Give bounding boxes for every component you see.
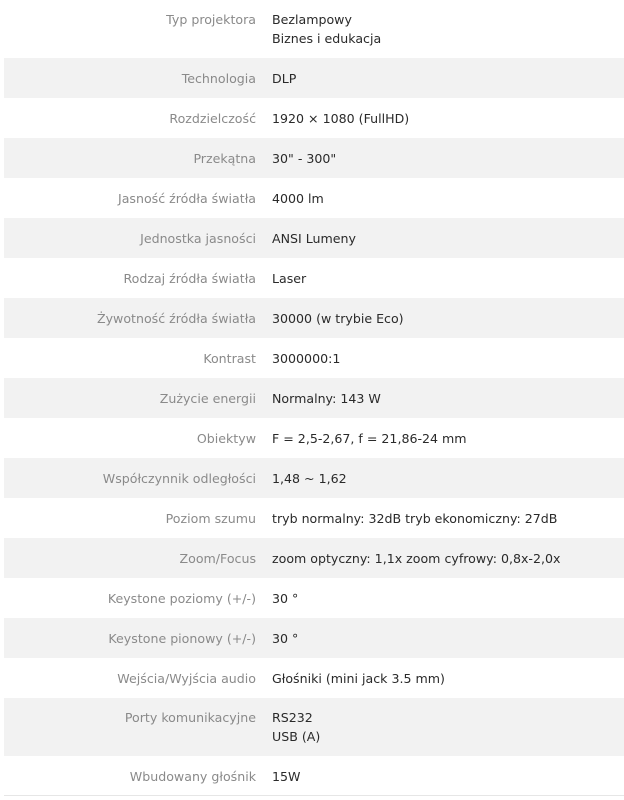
spec-label: Kontrast (203, 351, 256, 366)
spec-label: Obiektyw (196, 431, 256, 446)
spec-value: Laser (272, 271, 307, 286)
spec-table (4, 0, 624, 796)
spec-value: 4000 lm (272, 191, 324, 206)
spec-value: tryb normalny: 32dB tryb ekonomiczny: 27dB (272, 511, 558, 526)
spec-row-audio-io (4, 658, 624, 698)
spec-row-resolution (4, 98, 624, 138)
spec-value (272, 10, 624, 48)
spec-label: Przekątna (193, 151, 256, 166)
spec-value: 1920 × 1080 (FullHD) (272, 111, 410, 126)
spec-value: 30 ° (272, 631, 299, 646)
spec-label: Technologia (181, 71, 256, 86)
spec-value-line: RS232 (272, 710, 313, 725)
spec-value: DLP (272, 71, 297, 86)
spec-label: Typ projektora (166, 12, 256, 27)
spec-row-technology (4, 58, 624, 98)
spec-row-ports (4, 698, 624, 756)
spec-value: 30000 (w trybie Eco) (272, 311, 404, 326)
spec-value: Głośniki (mini jack 3.5 mm) (272, 671, 445, 686)
spec-row-zoom-focus (4, 538, 624, 578)
spec-label: Wbudowany głośnik (129, 769, 256, 784)
spec-label: Keystone pionowy (+/-) (108, 631, 256, 646)
spec-row-diagonal (4, 138, 624, 178)
spec-value: Normalny: 143 W (272, 391, 381, 406)
spec-value-line: Bezlampowy (272, 12, 352, 27)
spec-value: 15W (272, 769, 301, 784)
spec-value-line: Biznes i edukacja (272, 31, 382, 46)
spec-value: ANSI Lumeny (272, 231, 356, 246)
spec-row-light-source (4, 258, 624, 298)
spec-value: 30" - 300" (272, 151, 337, 166)
spec-label: Zużycie energii (159, 391, 256, 406)
spec-row-lens (4, 418, 624, 458)
spec-label: Żywotność źródła światła (96, 311, 256, 326)
spec-value: 3000000:1 (272, 351, 341, 366)
spec-row-keystone-horizontal (4, 578, 624, 618)
spec-value: F = 2,5-2,67, f = 21,86-24 mm (272, 431, 467, 446)
spec-label: Rozdzielczość (169, 111, 256, 126)
spec-row-projector-type (4, 0, 624, 58)
spec-label: Jednostka jasności (140, 231, 256, 246)
spec-row-noise (4, 498, 624, 538)
spec-value: 1,48 ~ 1,62 (272, 471, 347, 486)
spec-label: Keystone poziomy (+/-) (107, 591, 256, 606)
spec-label: Porty komunikacyjne (124, 710, 256, 725)
spec-label: Wejścia/Wyjścia audio (117, 671, 256, 686)
spec-value: 30 ° (272, 591, 299, 606)
spec-label: Współczynnik odległości (102, 471, 256, 486)
spec-value-line: USB (A) (272, 729, 321, 744)
spec-row-throw-ratio (4, 458, 624, 498)
spec-label: Poziom szumu (165, 511, 256, 526)
spec-label: Jasność źródła światła (118, 191, 256, 206)
spec-row-speaker (4, 756, 624, 796)
spec-row-brightness-unit (4, 218, 624, 258)
spec-value (272, 708, 624, 746)
spec-value: zoom optyczny: 1,1x zoom cyfrowy: 0,8x-2,0x (272, 551, 561, 566)
spec-label: Zoom/Focus (179, 551, 256, 566)
spec-row-contrast (4, 338, 624, 378)
spec-label: Rodzaj źródła światła (123, 271, 256, 286)
spec-row-brightness (4, 178, 624, 218)
spec-row-power (4, 378, 624, 418)
spec-row-light-life (4, 298, 624, 338)
spec-row-keystone-vertical (4, 618, 624, 658)
